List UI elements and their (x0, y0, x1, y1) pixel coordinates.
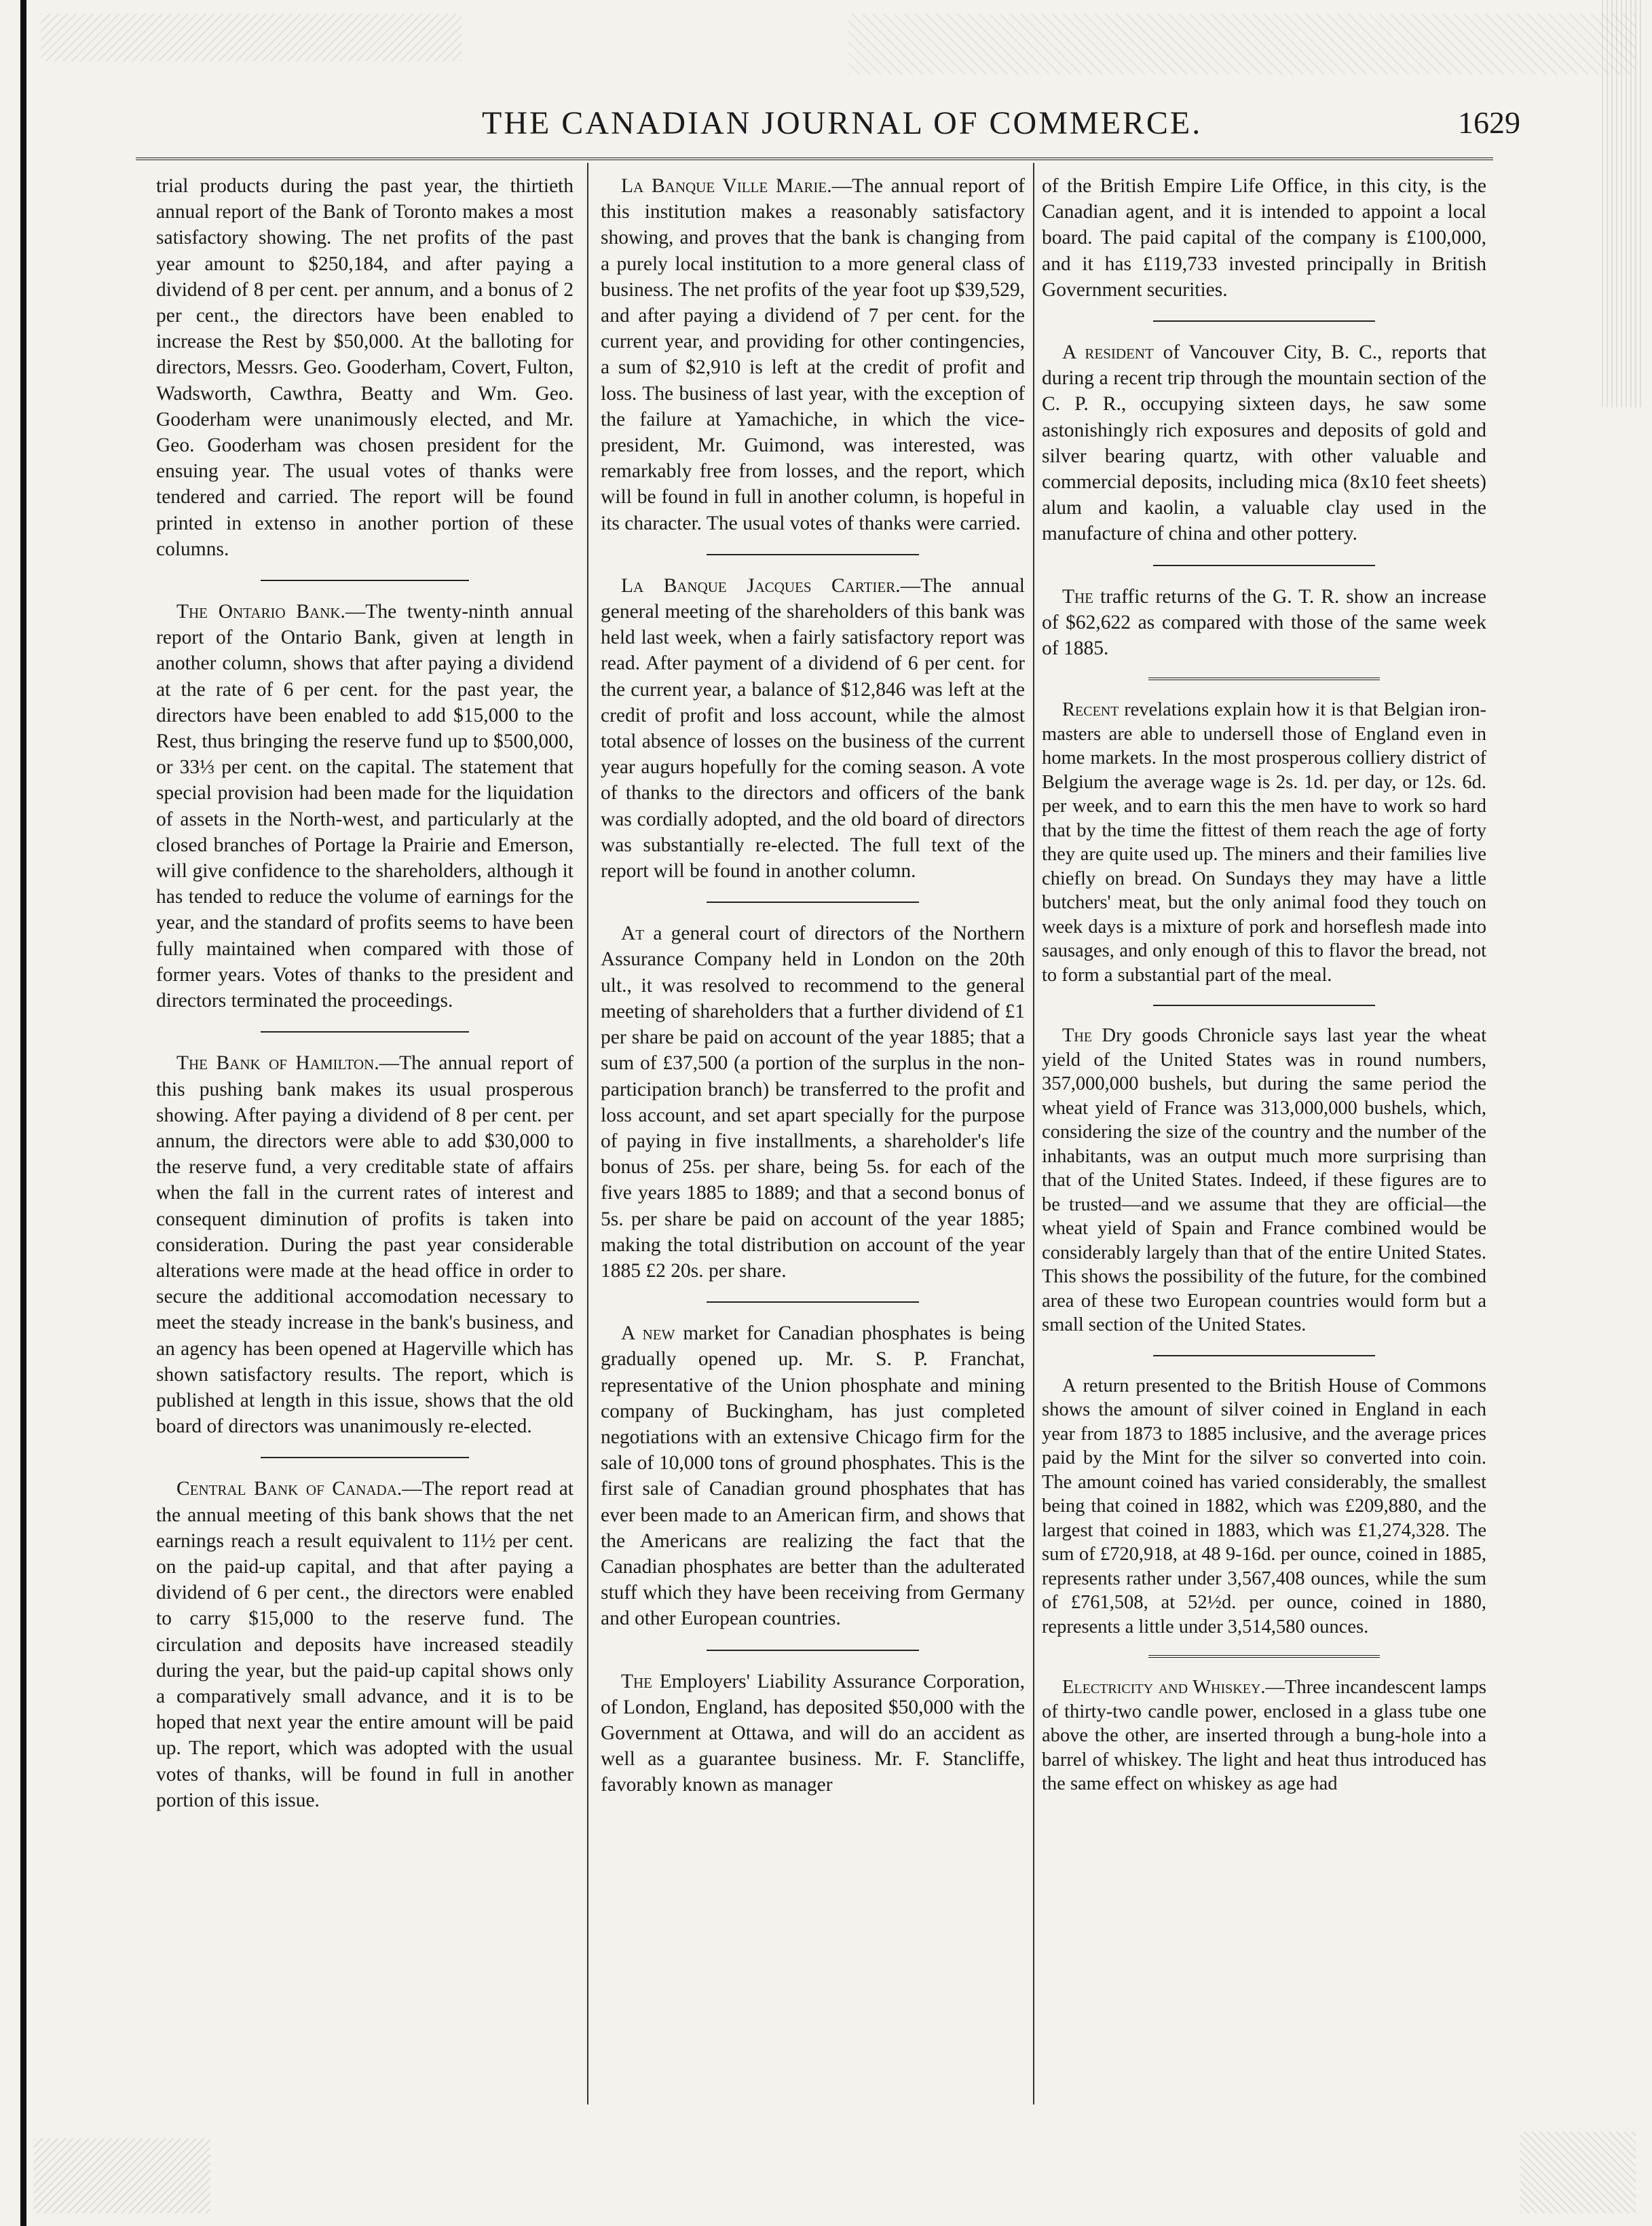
section-divider (707, 1650, 919, 1651)
article-body: return presented to the British House of Commons shows the amount of silver coined in England in each year from 1873 to 1885 inclusive, and the average prices paid by the Mint for the silver so converted into coin. The amount coined has varied considerably, the smallest being that coined in 1882, which was £209,880, and the largest that coined in 1883, which was £1,274,328. The sum of £720,918, at 48 9-16d. per ounce, coined in 1885, represents rather under 3,567,408 ounces, while the sum of £761,508, at 52½d. per ounce, coined in 1880, represents a little under 3,514,580 ounces. (1042, 1375, 1486, 1637)
column-2 (601, 173, 1025, 1798)
article (601, 1320, 1025, 1631)
column-rule (1033, 163, 1034, 2104)
print-noise (41, 14, 462, 61)
section-divider (261, 1457, 470, 1458)
section-divider (707, 1301, 919, 1303)
article-heading: A resident (1062, 341, 1154, 364)
article (156, 1050, 574, 1439)
article-body: of Vancouver City, B. C., reports that during a recent trip through the mountain section of the C. P. R., occupying sixteen days, he saw some astonishingly rich exposures and deposits of gold and silver bearing quartz, with other valuable and commercial deposits, including mica (8x10 feet sheets) alum and kaolin, a valuable clay used in the manufacture of china and other pottery. (1042, 341, 1486, 545)
section-divider (1153, 565, 1376, 566)
article-body: market for Canadian phosphates is being gradually opened up. Mr. S. P. Franchat, representative of the Union phosphate and mining company of Buckingham, has just completed negotiations with an extensive Chicago firm for the sale of 10,000 tons of ground phosphates. This is the first sale of Canadian ground phosphates that has ever been made to an American firm, and shows that the Americans are realizing the fact that the Canadian phosphates are better than the adulterated stuff which they have been receiving from Germany and other European countries. (601, 1322, 1025, 1630)
journal-title: THE CANADIAN JOURNAL OF COMMERCE. (482, 105, 1203, 141)
section-divider (707, 554, 919, 555)
article-heading: Recent (1062, 699, 1119, 721)
article-body: revelations explain how it is that Belgian iron-masters are able to undersell those of England even in home markets. In the most prosperous colliery district of Belgium the average wage is 2s. 1d. per day, or 12s. 6d. per week, and to earn this the men have to work so hard that by the time the fittest of them reach the age of forty they are quite used up. The miners and their families live chiefly on bread. On Sundays they may have a little butchers' meat, but the only animal food they touch on week days is a mixture of pork and horseflesh made into sausages, and only enough of this to flavor the bread, not to form a substantial part of the meal. (1042, 699, 1486, 986)
section-divider (1153, 1005, 1376, 1006)
section-divider (261, 1031, 470, 1033)
article (1042, 1675, 1486, 1796)
article-heading: The (1062, 1025, 1093, 1047)
section-divider (261, 580, 470, 581)
article (1042, 698, 1486, 987)
article-body: Dry goods Chronicle says last year the wheat yield of the United States was in round numbers, 357,000,000 bushels, but during the same period the wheat yield of France was 313,000,000 bushels, which, considering the size of the country and the number of the inhabitants, was an output much more surprising than that of the United States. Indeed, if these figures are to be trusted—and we assume that they are official—the wheat yield of Spain and France combined would be considerably largely than that of the entire United States. This shows the possibility of the future, for the combined area of these two European countries would form but a small section of the United States. (1042, 1025, 1486, 1336)
page-header (122, 102, 1520, 143)
article-body: of the British Empire Life Office, in this city, is the Canadian agent, and it is intended to appoint a local board. The paid capital of the company is £100,000, and it has £119,733 invested principally in British Government securities. (1042, 175, 1486, 301)
section-divider (1153, 320, 1376, 322)
article-heading: A (1062, 1375, 1076, 1396)
article-heading: A new (621, 1322, 675, 1345)
article-body: trial products during the past year, the thirtieth annual report of the Bank of Toronto makes a most satisfactory showing. The net profits of the past year amount to $250,184, and after paying a dividend of 8 per cent. per annum, and a bonus of 2 per cent., the directors have been enabled to increase the Rest by $50,000. At the balloting for directors, Messrs. Geo. Gooderham, Covert, Fulton, Wadsworth, Cawthra, Beatty and Wm. Geo. Gooderham were unanimously elected, and Mr. Geo. Gooderham was chosen president for the ensuing year. The usual votes of thanks were tendered and carried. The report will be found printed in extenso in another portion of these columns. (156, 175, 574, 560)
article-heading: La Banque Jacques Cartier. (621, 574, 901, 597)
article-body: traffic returns of the G. T. R. show an increase of $62,622 as compared with those of the same week of 1885. (1042, 585, 1486, 660)
article-heading: The (1062, 585, 1094, 608)
column-3 (1042, 173, 1486, 1796)
article (1042, 1374, 1486, 1639)
article-heading: Central Bank of Canada. (176, 1478, 402, 1500)
article-body: Employers' Liability Assurance Corporation, of London, England, has deposited $50,000 with the Government at Ottawa, and will do an accident as well as a guarantee business. Mr. F. Stancliffe, favorably known as manager (601, 1670, 1025, 1796)
article (601, 1669, 1025, 1798)
column-rule (587, 163, 588, 2104)
column-1 (156, 173, 574, 1813)
article (601, 921, 1025, 1284)
article (1042, 173, 1486, 303)
article-body: —The annual report of this institution makes a reasonably satisfactory showing, and proves that the bank is changing from a purely local institution to a more general class of business. The net profits of the year foot up $39,529, and after paying a dividend of 7 per cent. for the current year, and providing for other contingencies, a sum of $2,910 is left at the credit of profit and loss. The business of last year, with the exception of the failure at Yamachiche, in which the vice-president, Mr. Guimond, was interested, was remarkably free from losses, and the report, which will be found in full in another column, is hopeful in its character. The usual votes of thanks were carried. (601, 175, 1025, 534)
article (601, 573, 1025, 884)
article-heading: The Ontario Bank. (176, 601, 345, 623)
article-body: —The twenty-ninth annual report of the Ontario Bank, given at length in another column, shows that after paying a dividend at the rate of 6 per cent. for the past year, the directors have been enabled to add $15,000 to the Rest, thus bringing the reserve fund up to $500,000, or 33⅓ per cent. on the capital. The statement that special provision had been made for the liquidation of assets in the North-west, and particularly at the closed branches of Portage la Prairie and Emerson, will give confidence to the shareholders, although it has tended to reduce the volume of earnings for the year, and the standard of profits seems to have been fully maintained when compared with those of former years. Votes of thanks to the president and directors terminated the proceedings. (156, 601, 574, 1012)
section-divider (1148, 678, 1380, 680)
article-heading: The Bank of Hamilton. (176, 1052, 379, 1075)
article (1042, 1024, 1486, 1337)
binding-edge (20, 0, 26, 2226)
section-divider (1153, 1355, 1376, 1356)
article-body: —The report read at the annual meeting of this bank shows that the net earnings reach a result equivalent to 11½ per cent. on the paid-up capital, and that after paying a dividend of 6 per cent., the directors were enabled to carry $15,000 to the reserve fund. The circulation and deposits have increased steadily during the year, but the paid-up capital shows only a comparatively small advance, and it is to be hoped that next year the entire amount will be paid up. The report, which was adopted with the usual votes of thanks, will be found in full in another portion of this issue. (156, 1478, 574, 1811)
article (1042, 584, 1486, 662)
page-number: 1629 (1458, 105, 1520, 140)
article (1042, 339, 1486, 547)
print-noise (1602, 0, 1642, 407)
article (601, 173, 1025, 536)
article (156, 1476, 574, 1813)
print-noise (1520, 2132, 1636, 2213)
article (156, 599, 574, 1014)
article-heading: At (621, 923, 645, 945)
section-divider (707, 902, 919, 903)
article-body: —The annual general meeting of the shareholders of this bank was held last week, when a fairly satisfactory report was read. After payment of a dividend of 6 per cent. for the current year, a balance of $12,846 was left at the credit of profit and loss account, while the almost total absence of losses on the business of the current year augurs hopefully for the coming season. A vote of thanks to the directors and officers of the bank was cordially adopted, and the old board of directors was substantially re-elected. The full text of the report will be found in another column. (601, 574, 1025, 883)
article-body: —Three incandescent lamps of thirty-two candle power, enclosed in a glass tube one above the other, are inserted through a bung-hole into a barrel of whiskey. The light and heat thus introduced has the same effect on whiskey as age had (1042, 1677, 1486, 1795)
header-rule (136, 157, 1493, 160)
article (156, 173, 574, 562)
print-noise (34, 2138, 210, 2213)
article-body: a general court of directors of the Northern Assurance Company held in London on the 20th ult., it was resolved to recommend to the general meeting of shareholders that a further dividend of £1 per share be paid on account of the year 1885; that a sum of £37,500 (a portion of the surplus in the non-participation branch) be transferred to the profit and loss account, and set apart specially for the purpose of paying in five installments, a shareholder's life bonus of 25s. per share, being 5s. for each of the five years 1885 to 1889; and that a second bonus of 5s. per share be paid on account of the year 1885; making the total distribution on account of the year 1885 £2 20s. per share. (601, 923, 1025, 1282)
section-divider (1148, 1655, 1380, 1658)
article-heading: Electricity and Whiskey. (1062, 1677, 1266, 1699)
print-noise (848, 14, 1636, 75)
article-body: —The annual report of this pushing bank makes its usual prosperous showing. After paying a dividend of 8 per cent. per annum, the directors were able to add $30,000 to the reserve fund, a very creditable state of affairs when the fall in the current rates of interest and consequent diminution of profits is taken into consideration. During the past year considerable alterations were made at the head office in order to secure the additional accomodation necessary to meet the steady increase in the bank's business, and an agency has been opened at Hagerville which has shown satisfactory results. The report, which is published at length in this issue, shows that the old board of directors was unanimously re-elected. (156, 1052, 574, 1438)
article-heading: La Banque Ville Marie. (621, 175, 832, 197)
article-heading: The (621, 1670, 653, 1692)
